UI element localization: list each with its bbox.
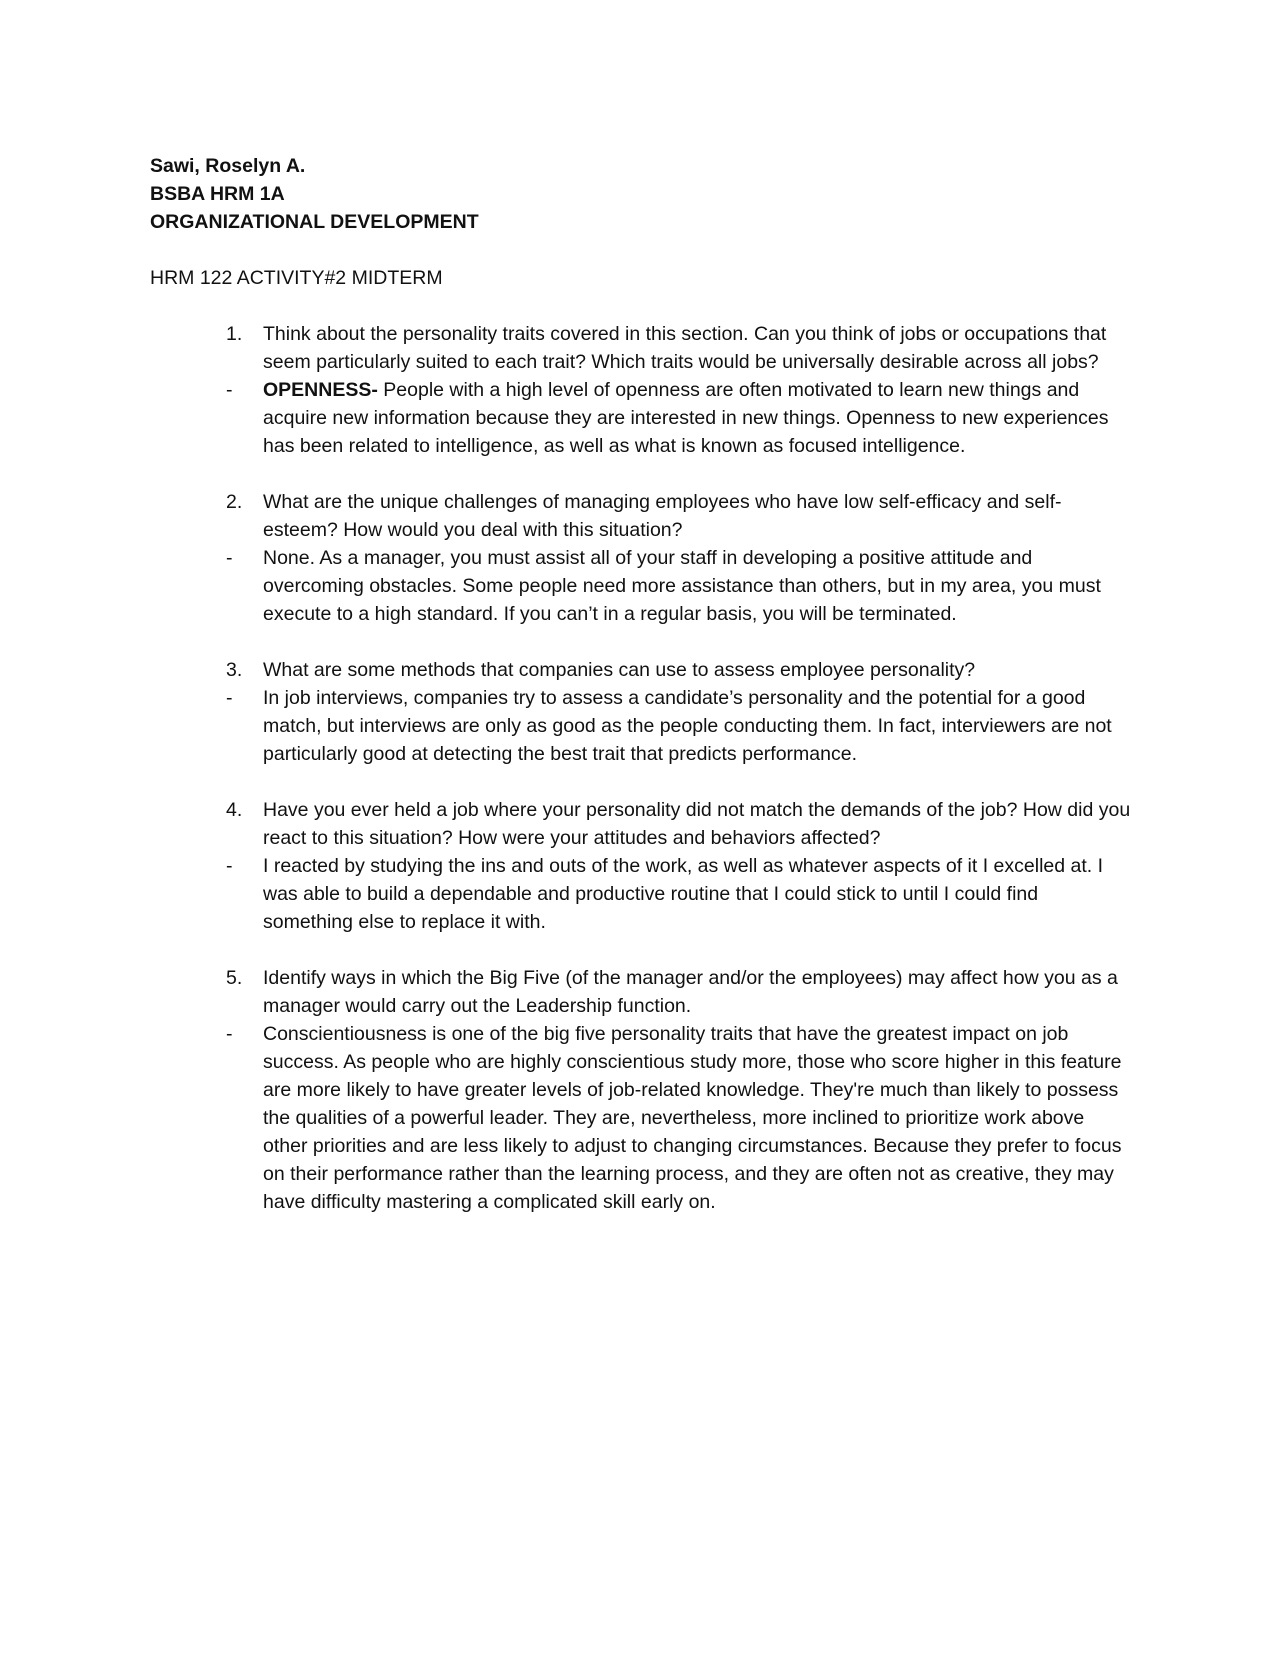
answer-lead: OPENNESS- xyxy=(263,379,378,401)
qa-item-3 xyxy=(150,656,1180,768)
question-row xyxy=(150,964,1180,1020)
answer-row xyxy=(150,544,1180,628)
answer-text xyxy=(263,684,1133,768)
question-row xyxy=(150,796,1180,852)
answer-row xyxy=(150,376,1180,460)
qa-item-2 xyxy=(150,488,1180,628)
activity-title: HRM 122 ACTIVITY#2 MIDTERM xyxy=(150,267,443,289)
answer-text xyxy=(263,852,1133,936)
answer-dash: - xyxy=(226,1023,233,1045)
answer-text xyxy=(263,1020,1133,1216)
answer-body: I reacted by studying the ins and outs of the work, as well as whatever aspects of it I excelled at. I was able to build a dependable and productive routine that I could stick to until I could find something else to replace it with. xyxy=(263,855,1104,933)
qa-item-5 xyxy=(150,964,1180,1216)
answer-dash: - xyxy=(226,855,233,877)
subject-title: ORGANIZATIONAL DEVELOPMENT xyxy=(150,211,479,233)
answer-row xyxy=(150,852,1180,936)
answer-body: None. As a manager, you must assist all of your staff in developing a positive attitude and overcoming obstacles. Some people need more assistance than others, but in my area, you must execute to a high standard. If you can’t in a regular basis, you will be terminated. xyxy=(263,547,1101,625)
answer-body: In job interviews, companies try to assess a candidate’s personality and the potential for a good match, but interviews are only as good as the people conducting them. In fact, interviewers are not particularly good at detecting the best trait that predicts performance. xyxy=(263,687,1112,765)
answer-dash: - xyxy=(226,379,233,401)
question-number: 5. xyxy=(226,967,243,989)
question-text: What are some methods that companies can use to assess employee personality? xyxy=(263,659,976,681)
question-number: 4. xyxy=(226,799,243,821)
answer-text xyxy=(263,376,1133,460)
question-number: 1. xyxy=(226,323,243,345)
question-text: Think about the personality traits covered in this section. Can you think of jobs or occupations that seem particularly suited to each trait? Which traits would be universally desirable across all jobs? xyxy=(263,323,1107,373)
question-text: Identify ways in which the Big Five (of the manager and/or the employees) may affect how you as a manager would carry out the Leadership function. xyxy=(263,967,1118,1017)
answer-body: People with a high level of openness are often motivated to learn new things and acquire new information because they are interested in new things. Openness to new experiences has been related to intelligence, as well as what is known as focused intelligence. xyxy=(263,379,1109,457)
student-name: Sawi, Roselyn A. xyxy=(150,155,306,177)
question-row xyxy=(150,488,1180,544)
question-text: Have you ever held a job where your personality did not match the demands of the job? How did you react to this situation? How were your attitudes and behaviors affected? xyxy=(263,799,1131,849)
answer-dash: - xyxy=(226,547,233,569)
qa-item-4 xyxy=(150,796,1180,936)
question-row xyxy=(150,656,1180,684)
program-section: BSBA HRM 1A xyxy=(150,183,285,205)
question-number: 3. xyxy=(226,659,243,681)
answer-row xyxy=(150,1020,1180,1216)
question-row xyxy=(150,320,1180,376)
question-number: 2. xyxy=(226,491,243,513)
answer-dash: - xyxy=(226,687,233,709)
answer-text xyxy=(263,544,1133,628)
answer-body: Conscientiousness is one of the big five personality traits that have the greatest impact on job success. As people who are highly conscientious study more, those who score higher in this feature are more likely to have greater levels of job-related knowledge. They're much than likely to possess the qualities of a powerful leader. They are, nevertheless, more inclined to prioritize work above other priorities and are less likely to adjust to changing circumstances. Because they prefer to focus on their performance rather than the learning process, and they are often not as creative, they may have difficulty mastering a complicated skill early on. xyxy=(263,1023,1122,1213)
question-text: What are the unique challenges of managing employees who have low self-efficacy and self-esteem? How would you deal with this situation? xyxy=(263,491,1062,541)
question-list xyxy=(150,320,1180,1216)
answer-row xyxy=(150,684,1180,768)
qa-item-1 xyxy=(150,320,1180,460)
